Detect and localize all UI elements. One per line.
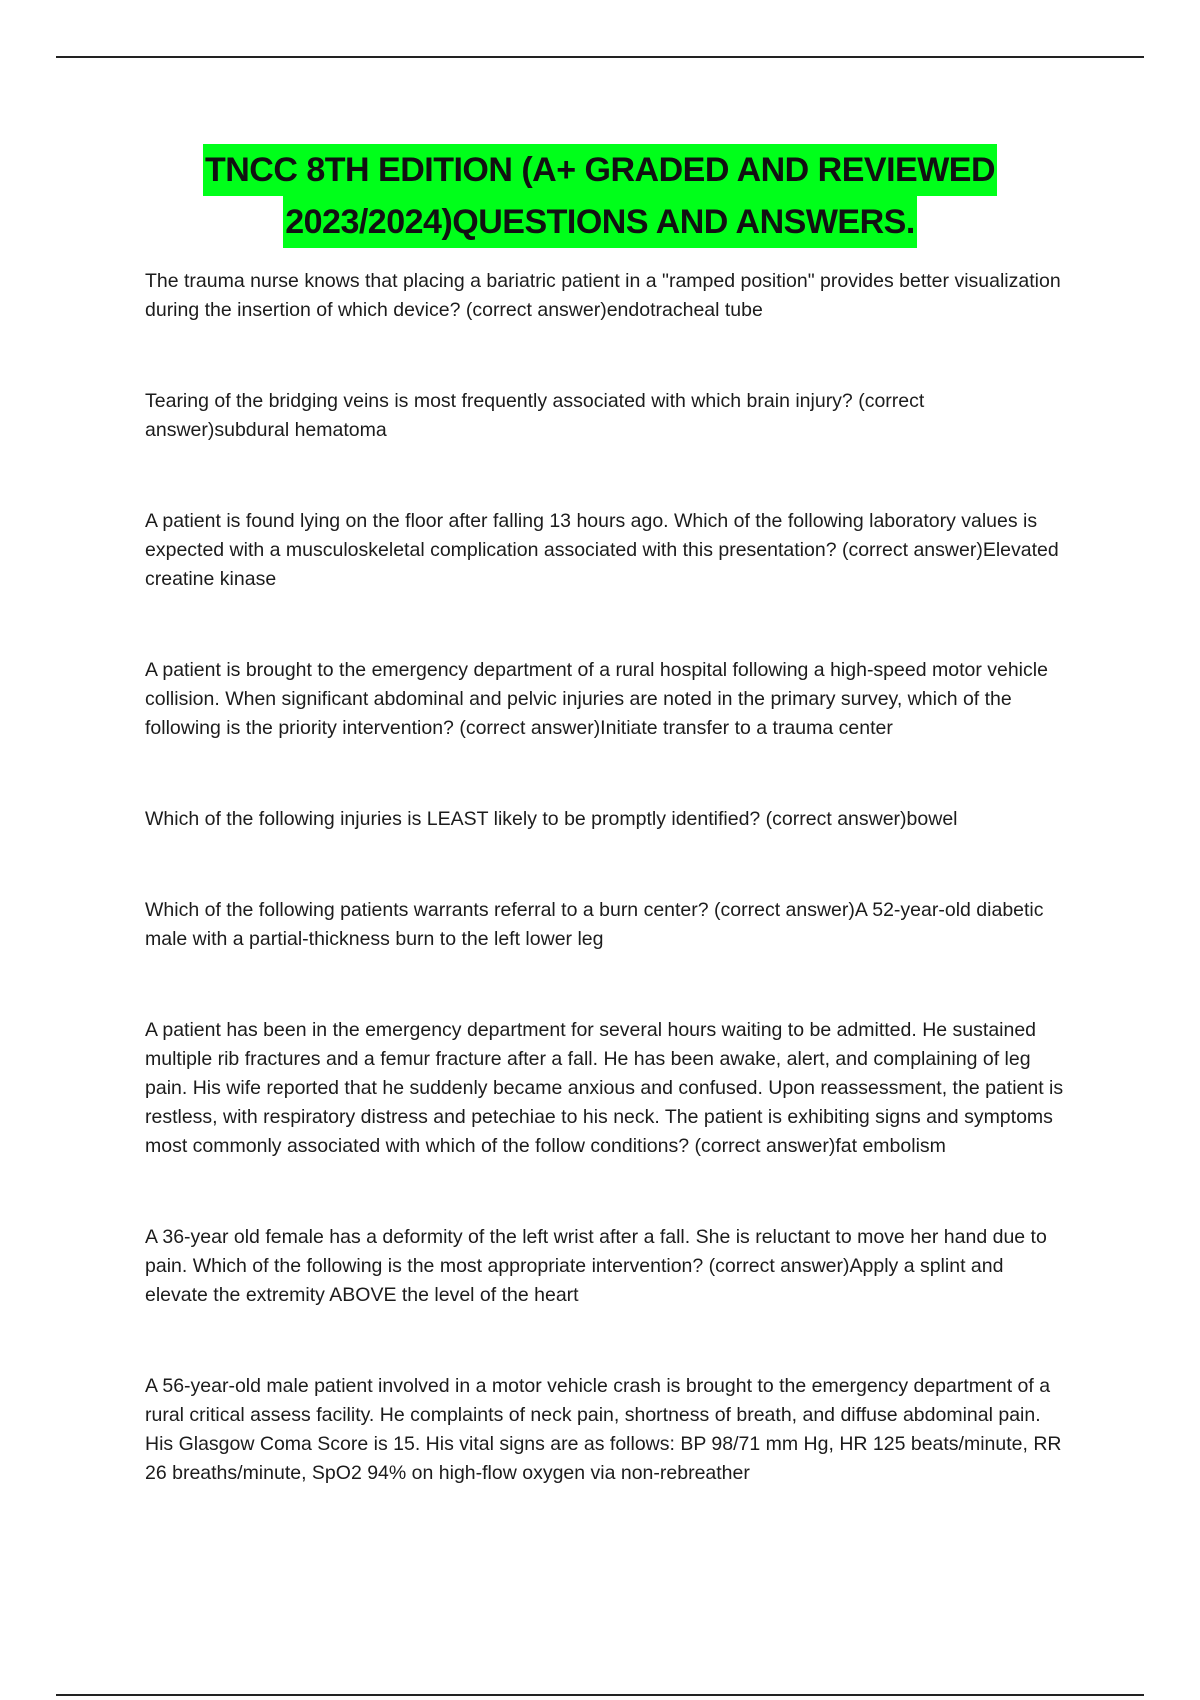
title-highlight-2: 2023/2024)QUESTIONS AND ANSWERS. bbox=[283, 196, 917, 248]
qa-item-4: A patient is brought to the emergency department of a rural hospital following a high-speed motor vehicle collision. When significant abdominal and pelvic injuries are noted in the primary survey, which of the following is the priority intervention? (correct answer)Initiate transfer to a trauma center bbox=[145, 659, 1048, 739]
qa-item-7: A patient has been in the emergency department for several hours waiting to be admitted. He sustained multiple rib fractures and a femur fracture after a fall. He has been awake, alert, and complaining of leg pain. His wife reported that he suddenly became anxious and confused. Upon reassessment, the patient is restless, with respiratory distress and petechiae to his neck. The patient is exhibiting signs and symptoms most commonly associated with which of the follow conditions? (correct answer)fat embolism bbox=[145, 1019, 1064, 1157]
document-title bbox=[0, 144, 1200, 248]
title-line-1 bbox=[0, 144, 1200, 196]
top-rule bbox=[56, 56, 1144, 58]
qa-item-6: Which of the following patients warrants referral to a burn center? (correct answer)A 52-year-old diabetic male with a partial-thickness burn to the left lower leg bbox=[145, 899, 1044, 950]
qa-item-3: A patient is found lying on the floor after falling 13 hours ago. Which of the following laboratory values is expected with a musculoskeletal complication associated with this presentation? (correct answer)Elevated creatine kinase bbox=[145, 510, 1059, 590]
title-highlight-1: TNCC 8TH EDITION (A+ GRADED AND REVIEWED bbox=[203, 144, 997, 196]
question-answer-list bbox=[145, 267, 1070, 1488]
title-line-2 bbox=[0, 196, 1200, 248]
qa-item-1: The trauma nurse knows that placing a bariatric patient in a "ramped position" provides better visualization during the insertion of which device? (correct answer)endotracheal tube bbox=[145, 270, 1061, 321]
bottom-rule bbox=[56, 1694, 1144, 1696]
qa-item-2: Tearing of the bridging veins is most frequently associated with which brain injury? (correct answer)subdural hematoma bbox=[145, 390, 925, 441]
qa-item-9: A 56-year-old male patient involved in a motor vehicle crash is brought to the emergency department of a rural critical assess facility. He complaints of neck pain, shortness of breath, and diffuse abdominal pain. His Glasgow Coma Score is 15. His vital signs are as follows: BP 98/71 mm Hg, HR 125 beats/minute, RR 26 breaths/minute, SpO2 94% on high-flow oxygen via non-rebreather bbox=[145, 1375, 1062, 1484]
qa-item-8: A 36-year old female has a deformity of the left wrist after a fall. She is reluctant to move her hand due to pain. Which of the following is the most appropriate intervention? (correct answer)Apply a splint and elevate the extremity ABOVE the level of the heart bbox=[145, 1226, 1047, 1306]
qa-item-5: Which of the following injuries is LEAST likely to be promptly identified? (correct answer)bowel bbox=[145, 808, 958, 830]
